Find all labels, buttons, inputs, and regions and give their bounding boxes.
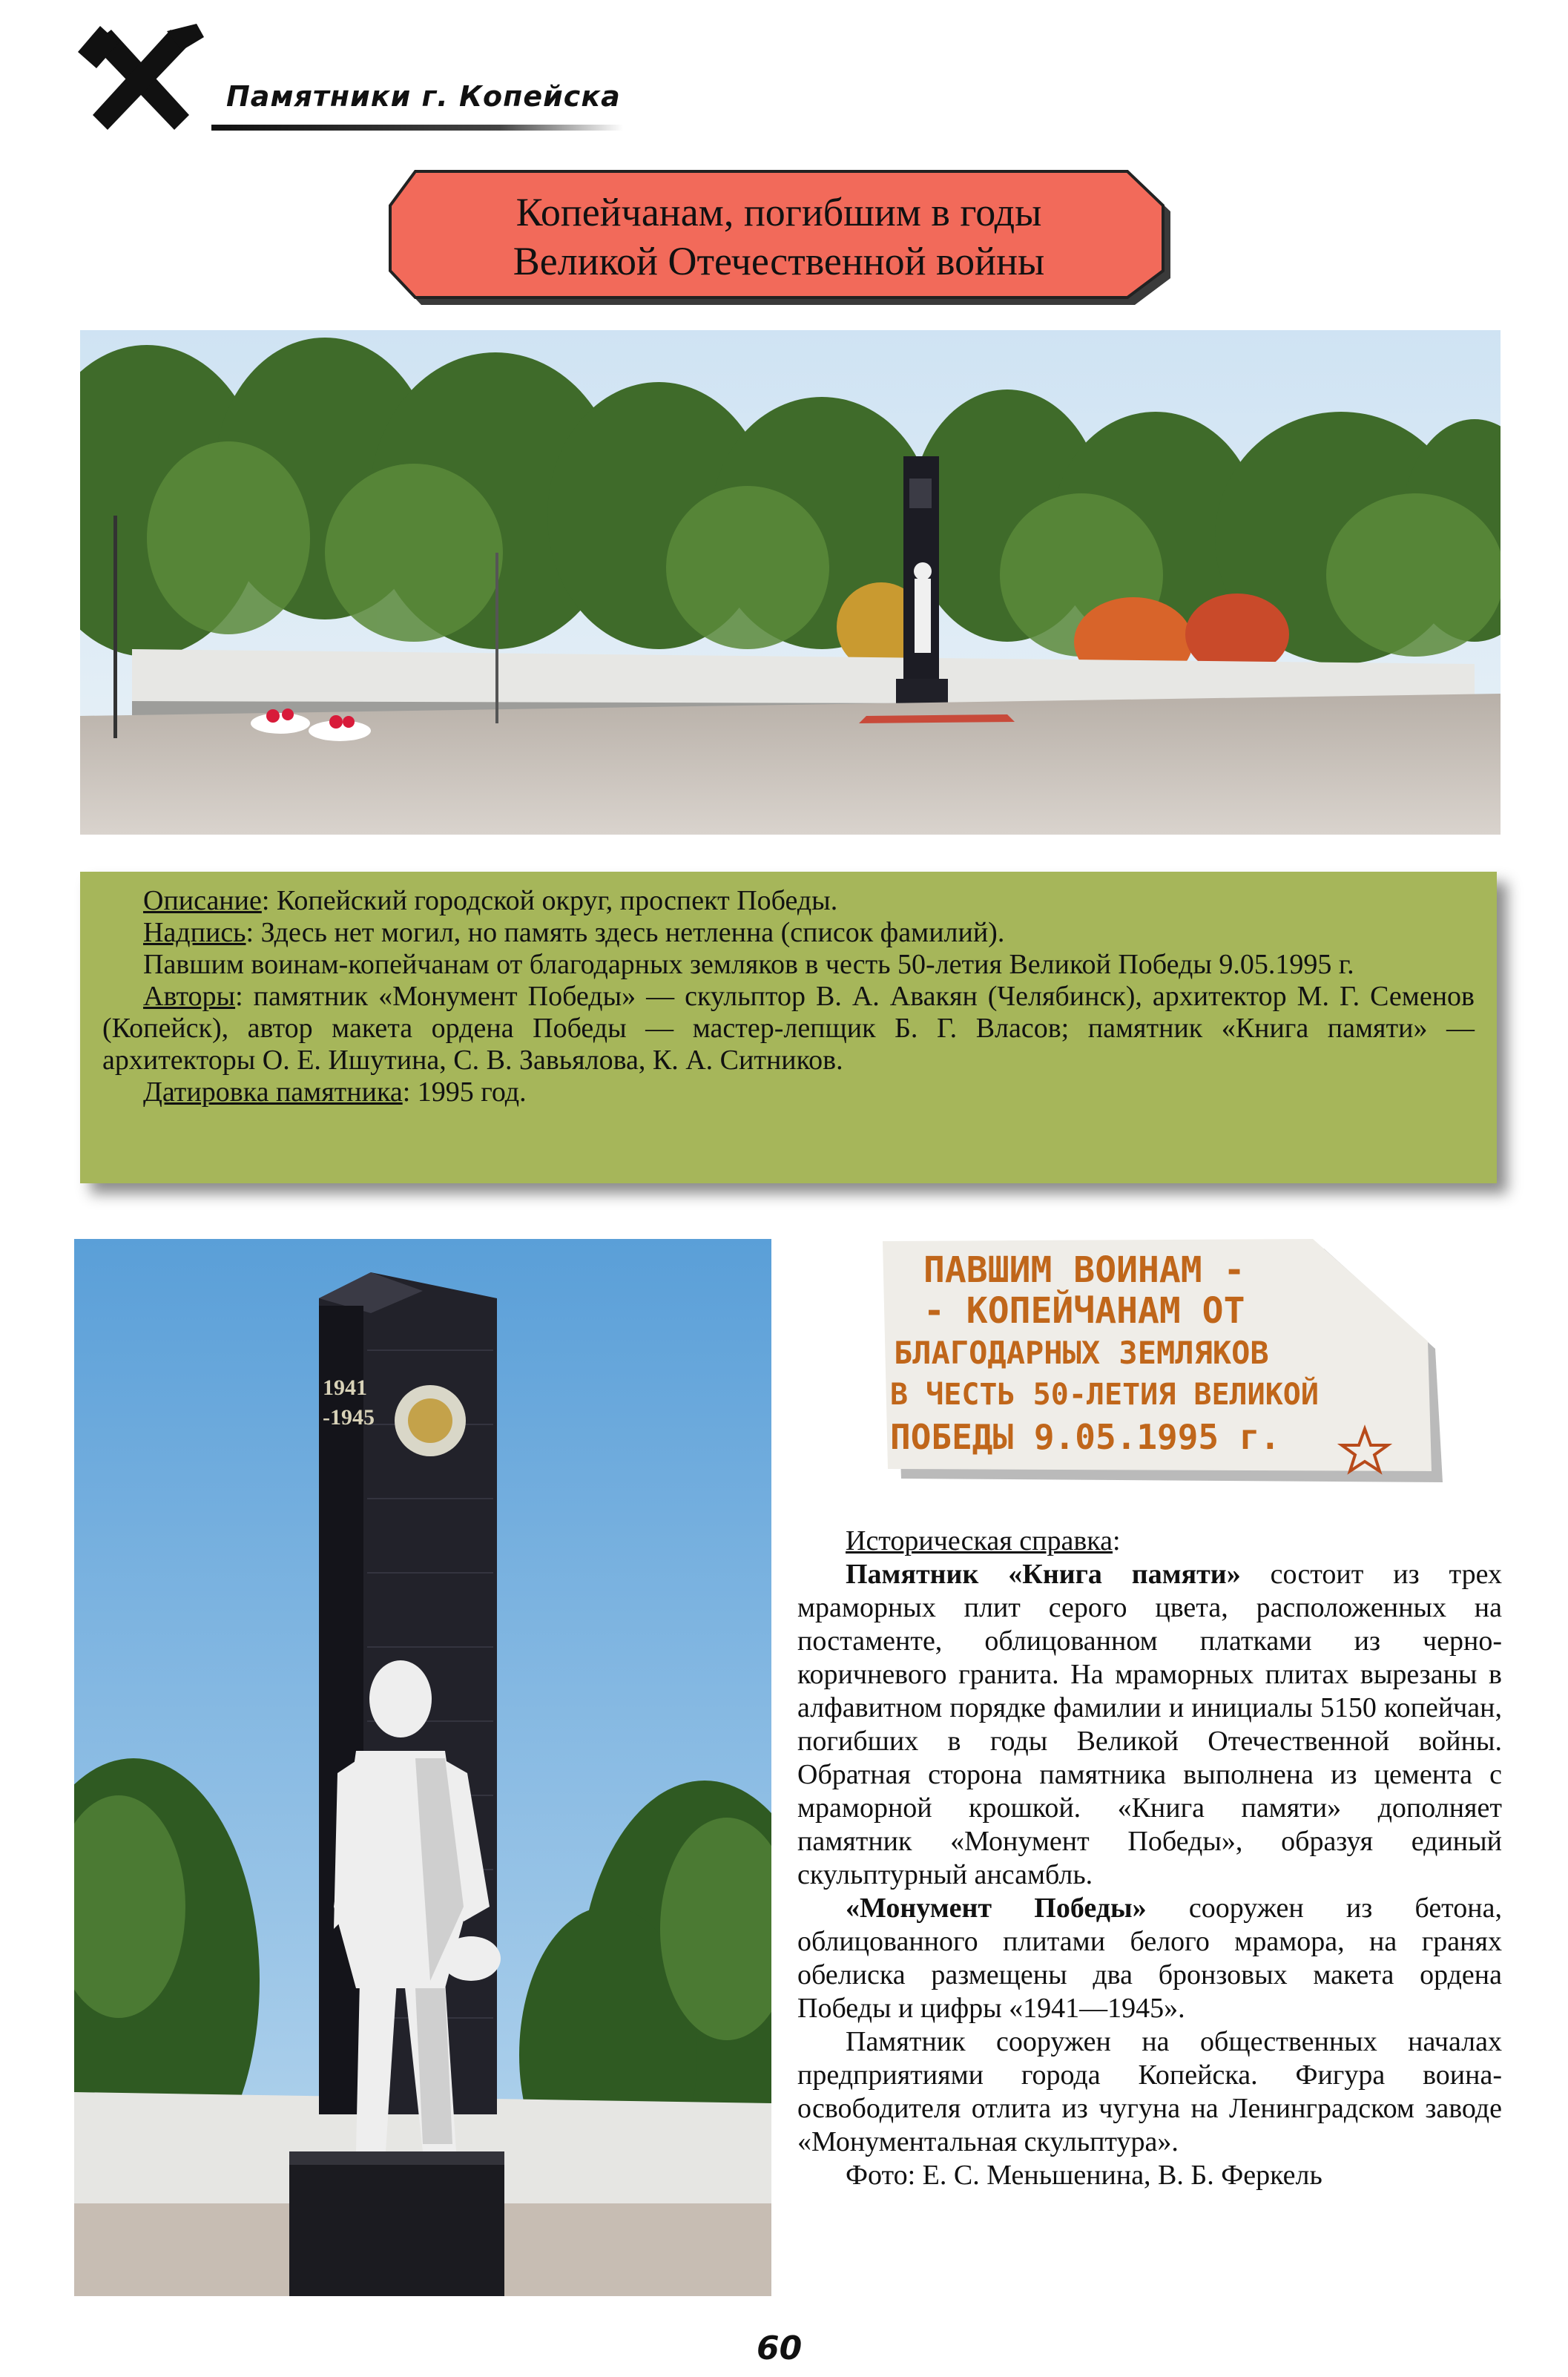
page-number: 60 xyxy=(757,2330,803,2367)
inscription-text-2: Павшим воинам-копейчанам от благодарных земляков в честь 50-летия Великой Победы 9.05.1995 г. xyxy=(143,949,1354,980)
description-text: : Копейский городской округ, проспект Победы. xyxy=(261,885,838,916)
plaque-line-1: ПАВШИМ ВОИНАМ - xyxy=(923,1249,1245,1291)
title-badge xyxy=(386,167,1187,308)
description-label: Описание xyxy=(143,885,262,916)
obelisk-date-start: 1941 xyxy=(323,1375,367,1400)
obelisk-date-end: -1945 xyxy=(323,1405,375,1430)
history-heading-label: Историческая справка xyxy=(846,1525,1113,1556)
plaque-line-2: - КОПЕЙЧАНАМ ОТ xyxy=(923,1290,1245,1332)
plaque-line-3: БЛАГОДАРНЫХ ЗЕМЛЯКОВ xyxy=(894,1335,1269,1371)
info-box xyxy=(80,872,1497,1183)
history-paragraph-2 xyxy=(797,1892,1502,2025)
hammer-pick-icon xyxy=(78,22,204,134)
dating-label: Датировка памятника xyxy=(143,1076,403,1108)
photo-credit: Фото: Е. С. Меньшенина, В. Б. Феркель xyxy=(846,2160,1322,2191)
soldier-monument-photo xyxy=(74,1239,771,2296)
title-line-1: Копейчанам, погибшим в годы xyxy=(515,190,1042,234)
inscription-paragraph xyxy=(102,917,1475,949)
history-p2-text: сооружен из бетона, облицованного плитами белого мрамора, на гранях обелиска размещены два бронзовых макета ордена Победы и цифры «1941—1945». xyxy=(797,1893,1502,2024)
history-p2-bold: «Монумент Победы» xyxy=(846,1893,1147,1924)
dating-text: : 1995 год. xyxy=(402,1076,527,1108)
authors-paragraph xyxy=(102,981,1475,1076)
authors-text: : памятник «Монумент Победы» — скульптор В. А. Авакян (Челябинск), архитектор М. Г. Семенов (Копейск), автор макета ордена Победы — мастер-лепщик Б. Г. Власов; памятник «Книга памяти» — архитекторы О. Е. Ишутина, С. В. Завьялова, К. А. Ситников. xyxy=(102,981,1475,1076)
memorial-panorama-photo xyxy=(80,330,1501,835)
authors-label: Авторы xyxy=(143,981,236,1012)
history-paragraph-3: Памятник сооружен на общественных началах предприятиями города Копейска. Фигура воина-освободителя отлита из чугуна на Ленинградском заводе «Монументальная скульптура». xyxy=(797,2026,1502,2157)
history-paragraph-1 xyxy=(797,1558,1502,1892)
plaque-line-5: ПОБЕДЫ 9.05.1995 г. xyxy=(890,1417,1281,1457)
inscription-text: : Здесь нет могил, но память здесь нетленна (список фамилий). xyxy=(246,917,1005,948)
inscription-label: Надпись xyxy=(143,917,246,948)
history-p1-text: состоит из трех мраморных плит серого цвета, расположенных на постаменте, облицованном платками из черно-коричневого гранита. На мраморных плитах вырезаны в алфавитном порядке фамилии и инициалы 5150 копейчан, погибших в годы Великой Отечественной войны. Обратная сторона памятника выполнена из цемента с мраморной крошкой. «Книга памяти» дополняет памятник «Монумент Победы», образуя единый скульптурный ансамбль. xyxy=(797,1559,1502,1890)
description-paragraph xyxy=(102,885,1475,917)
dating-paragraph xyxy=(102,1076,1475,1108)
history-heading-colon: : xyxy=(1113,1525,1121,1556)
history-heading xyxy=(797,1525,1502,1558)
plaque-line-4: В ЧЕСТЬ 50-ЛЕТИЯ ВЕЛИКОЙ xyxy=(890,1378,1319,1412)
header-title: Памятники г. Копейска xyxy=(226,80,621,113)
header-rule xyxy=(211,125,623,131)
history-p1-bold: Памятник «Книга памяти» xyxy=(846,1559,1241,1590)
plaque-photo xyxy=(879,1237,1443,1490)
title-line-2: Великой Отечественной войны xyxy=(513,239,1045,283)
historical-note xyxy=(797,1525,1502,2192)
